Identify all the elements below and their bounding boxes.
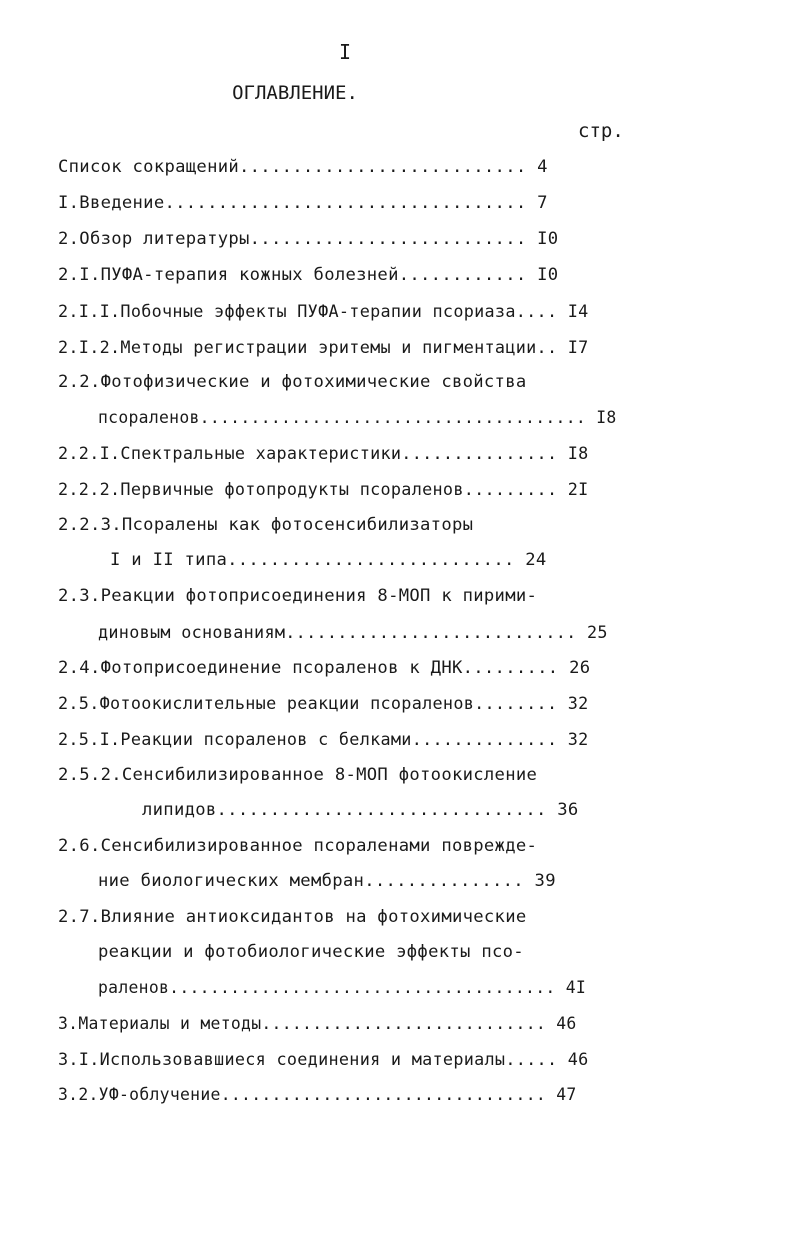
toc-entry: 2.6.Сенсибилизированное псораленами поврежде- xyxy=(58,836,538,856)
toc-entry: псораленов...................................... I8 xyxy=(98,408,617,427)
toc-entry: ние биологических мембран............... 39 xyxy=(98,871,556,891)
toc-entry: 2.I.I.Побочные эффекты ПУФА-терапии псориаза.... I4 xyxy=(58,301,589,321)
toc-entry: 2.5.Фотоокислительные реакции псораленов........ 32 xyxy=(58,693,589,713)
toc-entry: 2.5.2.Сенсибилизированное 8-МОП фотоокисление xyxy=(58,765,538,785)
toc-entry: реакции и фотобиологические эффекты псо- xyxy=(98,942,524,962)
toc-entry: 2.I.ПУФА-терапия кожных болезней............ I0 xyxy=(58,265,559,285)
toc-entry: диновым основаниям............................ 25 xyxy=(98,622,608,642)
toc-entry: 2.2.I.Спектральные характеристики............... I8 xyxy=(58,443,589,463)
toc-entry: раленов...................................... 4I xyxy=(98,978,587,997)
toc-entry: I.Введение.................................. 7 xyxy=(58,193,548,213)
toc-entry: Список сокращений........................... 4 xyxy=(58,157,548,177)
toc-entry: 2.5.I.Реакции псораленов с белками.............. 32 xyxy=(58,729,589,749)
toc-entry: 3.Материалы и методы............................ 46 xyxy=(58,1014,577,1033)
toc-entry: липидов............................... 36 xyxy=(142,800,579,820)
toc-entry: 2.2.2.Первичные фотопродукты псораленов......... 2I xyxy=(58,479,589,499)
toc-entry: 3.I.Использовавшиеся соединения и материалы..... 46 xyxy=(58,1049,589,1069)
toc-entry: 2.Обзор литературы.......................... I0 xyxy=(58,229,559,249)
page-column-label: стр. xyxy=(578,120,624,142)
toc-title: ОГЛАВЛЕНИЕ. xyxy=(232,82,358,104)
page-number: I xyxy=(338,40,352,64)
toc-entry: 2.4.Фотоприсоединение псораленов к ДНК......... 26 xyxy=(58,658,591,678)
toc-entry: 3.2.УФ-облучение................................ 47 xyxy=(58,1085,577,1104)
toc-entry: 2.2.3.Псоралены как фотосенсибилизаторы xyxy=(58,515,474,535)
toc-entry: I и II типа........................... 24 xyxy=(110,550,547,570)
toc-entry: 2.7.Влияние антиоксидантов на фотохимические xyxy=(58,907,527,927)
toc-entry: 2.3.Реакции фотоприсоединения 8-МОП к пирими- xyxy=(58,586,538,606)
toc-entry: 2.I.2.Методы регистрации эритемы и пигментации.. I7 xyxy=(58,337,589,357)
toc-entry: 2.2.Фотофизические и фотохимические свойства xyxy=(58,372,527,392)
